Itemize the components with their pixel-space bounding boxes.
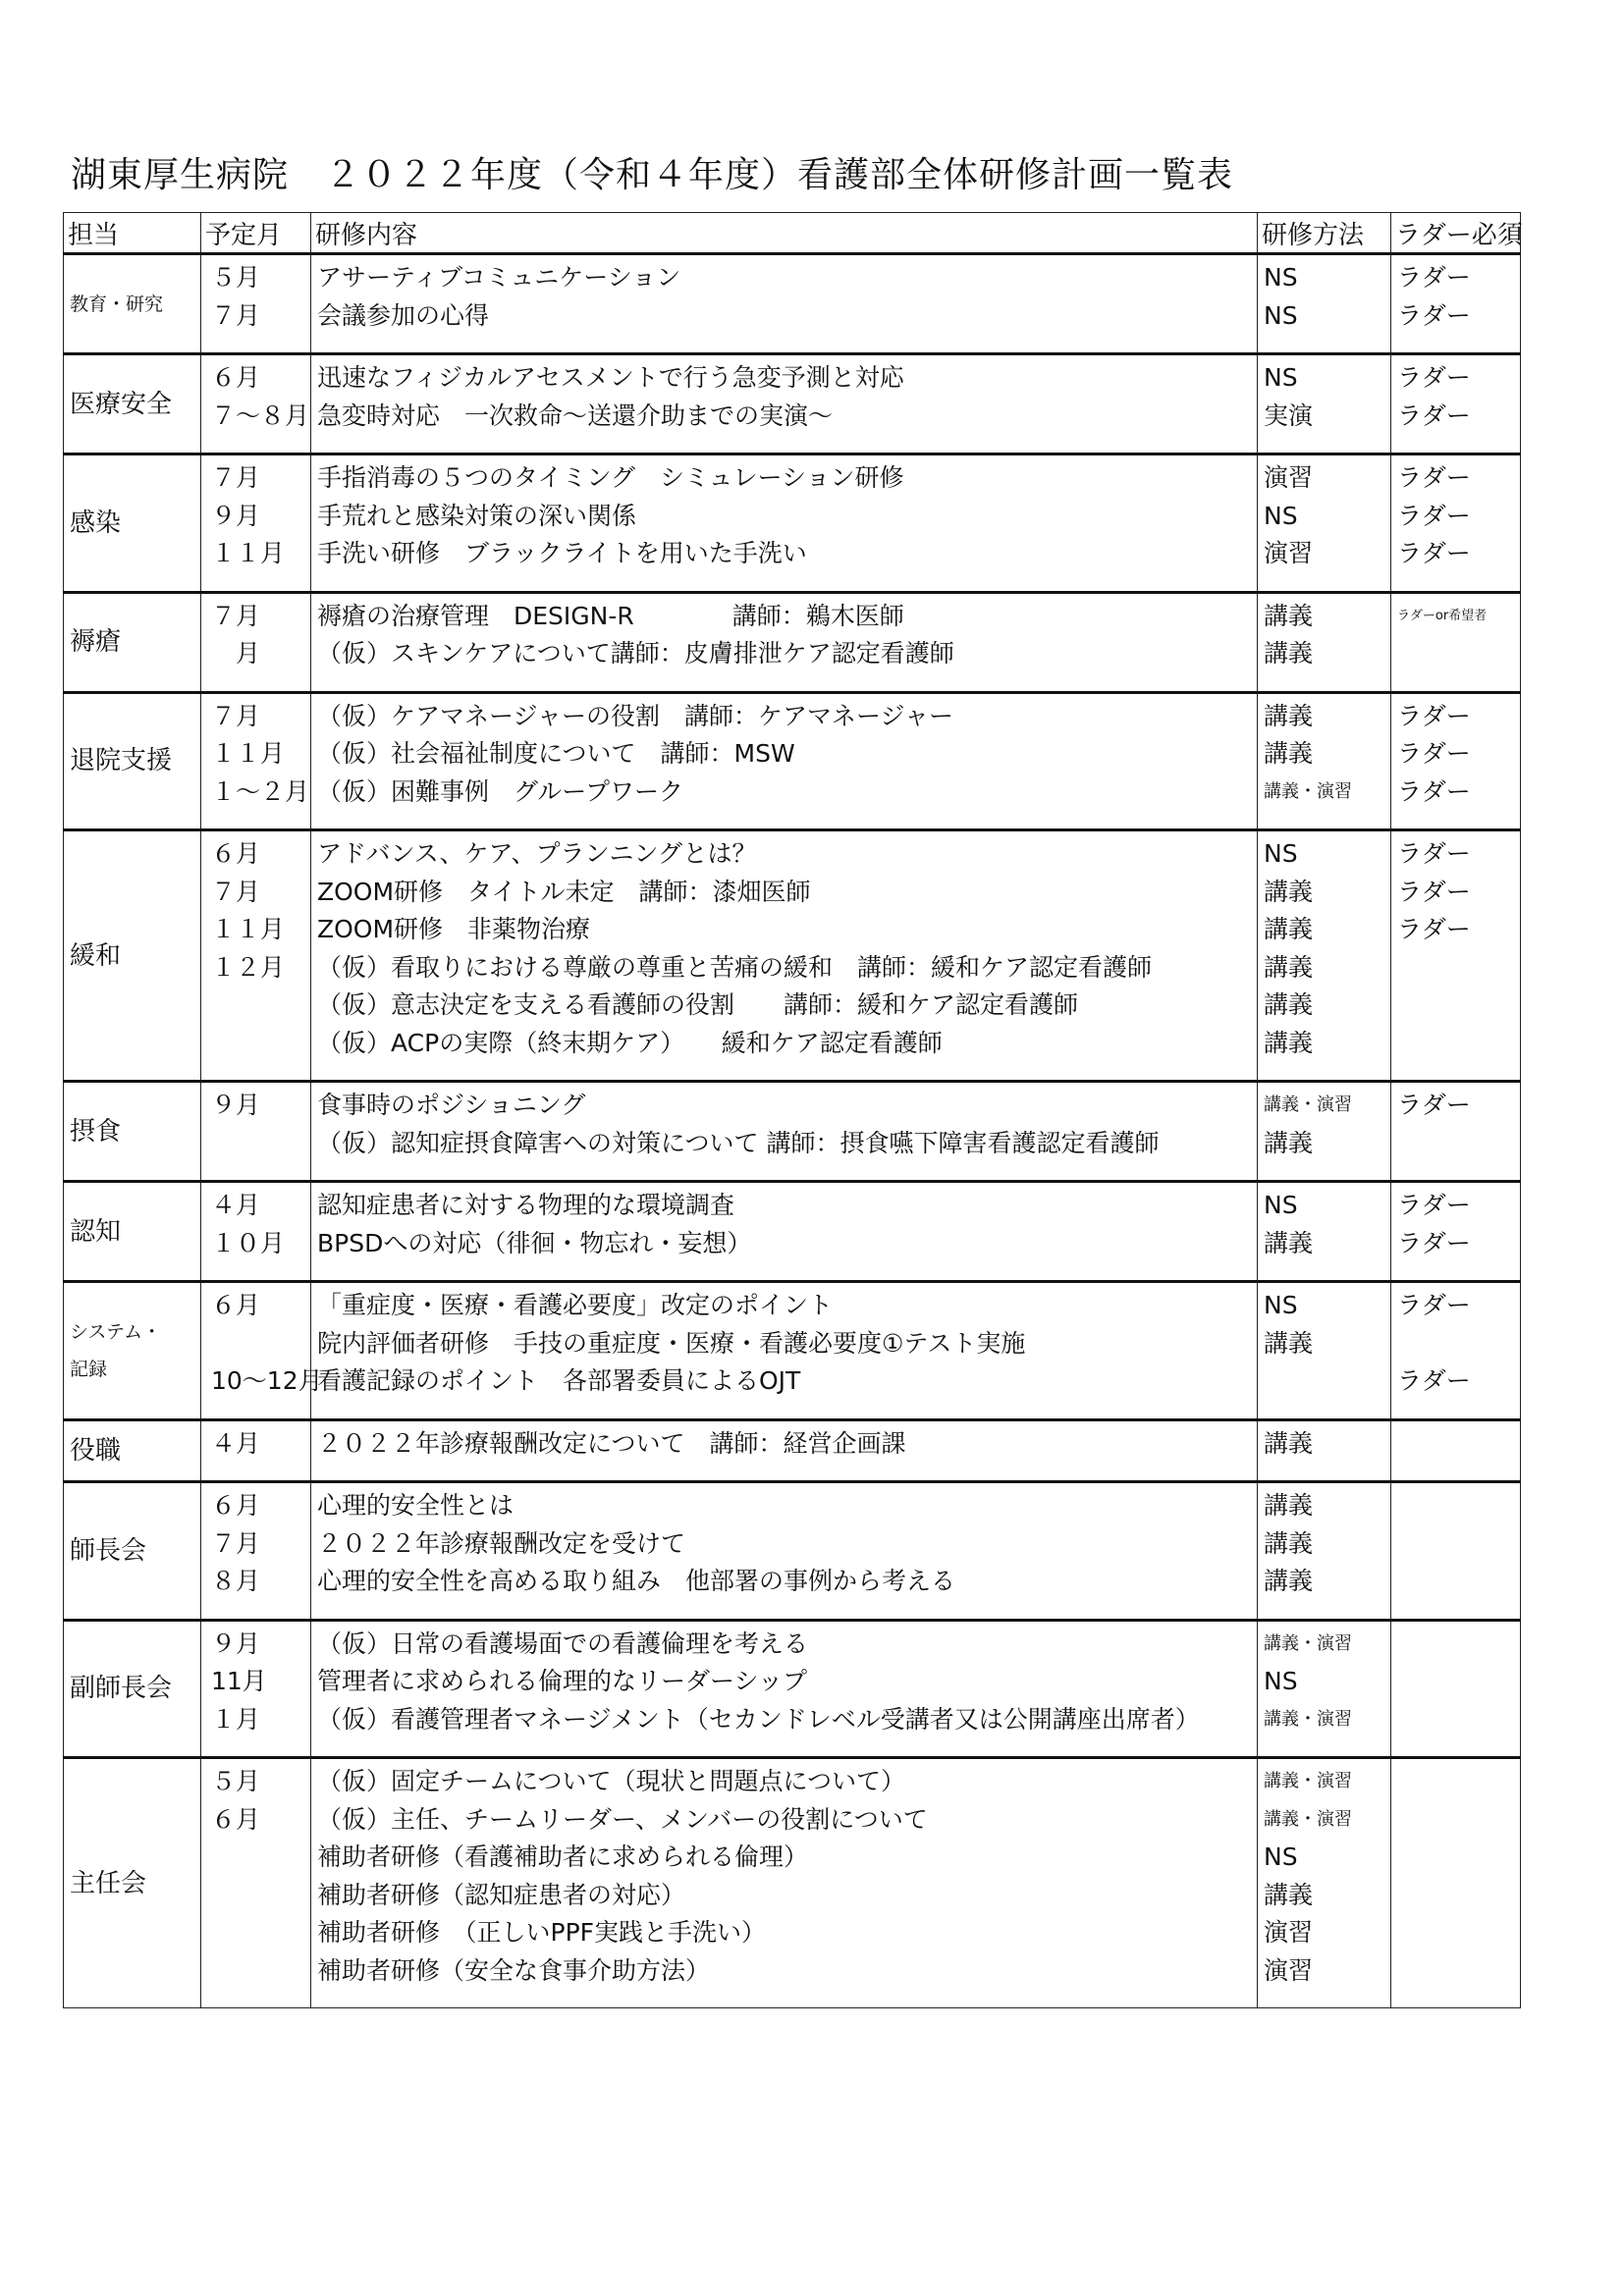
cell-content: [311, 830, 1258, 1082]
month-line: ６月: [211, 1291, 261, 1319]
content-line: （仮）主任、チームリーダー、メンバーの役割について: [317, 1804, 928, 1834]
month-line: ７月: [211, 601, 261, 630]
content-line: 褥瘡の治療管理 DESIGN-R 講師：鵜木医師: [317, 601, 904, 630]
table-row: [64, 1419, 1521, 1482]
content-line: 認知症患者に対する物理的な環境調査: [317, 1191, 735, 1219]
method-line: NS: [1264, 1291, 1298, 1319]
month-line: ７～８月: [211, 400, 310, 430]
header-row: [64, 213, 1521, 254]
ladder-line: [1391, 1763, 1520, 1801]
table-row: [64, 1182, 1521, 1282]
content-line: （仮）困難事例 グループワーク: [317, 776, 684, 806]
month-line: [201, 1914, 310, 1952]
cell-tanto: [64, 692, 201, 830]
cell-tanto: [64, 830, 201, 1082]
ladder-line: ラダー: [1397, 1291, 1471, 1319]
method-line: 講義: [1264, 639, 1314, 667]
method-line: 講義: [1264, 1228, 1314, 1257]
ladder-line: [1391, 1425, 1520, 1464]
method-line: 講義: [1264, 1328, 1314, 1358]
cell-ladder: [1391, 1620, 1521, 1758]
tanto-label: 緩和: [70, 940, 122, 971]
cell-ladder: [1391, 1282, 1521, 1420]
content-line: 手指消毒の５つのタイミング シミュレーション研修: [317, 463, 904, 492]
content-line: アサーティブコミュニケーション: [317, 263, 681, 292]
cell-month: [201, 354, 311, 454]
cell-month: [201, 830, 311, 1082]
tanto-label: 教育・研究: [70, 293, 164, 315]
month-line: ４月: [211, 1428, 261, 1458]
cell-ladder: [1391, 454, 1521, 593]
content-line: （仮）固定チームについて（現状と問題点について）: [317, 1767, 906, 1795]
content-line: 補助者研修 （正しいPPF実践と手洗い）: [317, 1918, 767, 1947]
method-line: 講義: [1264, 990, 1314, 1019]
cell-content: [311, 354, 1258, 454]
cell-tanto: [64, 454, 201, 593]
cell-ladder: [1391, 1182, 1521, 1282]
content-line: （仮）ケアマネージャーの役割 講師：ケアマネージャー: [317, 701, 954, 730]
cell-method: [1258, 354, 1391, 454]
method-line: 演習: [1264, 463, 1314, 492]
month-line: [201, 1952, 310, 1991]
month-line: [201, 1125, 310, 1163]
ladder-line: ラダー: [1397, 1091, 1471, 1119]
method-line: 講義・演習: [1264, 1808, 1352, 1830]
month-line: ７月: [211, 1528, 261, 1558]
month-line: １０月: [211, 1228, 286, 1257]
month-line: 月: [211, 639, 261, 667]
method-line: 講義: [1264, 1491, 1314, 1520]
cell-tanto: [64, 354, 201, 454]
tanto-label: 退院支援: [70, 746, 173, 776]
cell-ladder: [1391, 1082, 1521, 1182]
cell-month: [201, 1419, 311, 1482]
ladder-line: [1391, 1025, 1520, 1063]
cell-tanto: [64, 1620, 201, 1758]
cell-month: [201, 1282, 323, 1420]
method-line: 講義: [1264, 877, 1314, 906]
method-line: [1258, 1362, 1390, 1401]
header-ladder: ラダー必須: [1391, 213, 1521, 254]
cell-content: [311, 454, 1258, 593]
cell-tanto: [64, 1082, 201, 1182]
tanto-label: 褥瘡: [70, 627, 122, 657]
content-line: BPSDへの対応（徘徊・物忘れ・妄想）: [317, 1228, 752, 1257]
method-line: 講義: [1264, 739, 1314, 768]
month-line: ７月: [211, 463, 261, 492]
method-line: 講義・演習: [1264, 780, 1352, 802]
cell-month: [201, 1758, 311, 2008]
ladder-line: [1391, 1487, 1520, 1525]
content-line: 心理的安全性を高める取り組み 他部署の事例から考える: [317, 1567, 956, 1595]
month-line: 11月: [211, 1667, 267, 1695]
table-row: [64, 692, 1521, 830]
cell-month: [201, 454, 311, 593]
ladder-line: ラダー: [1397, 739, 1471, 768]
content-line: （仮）スキンケアについて講師：皮膚排泄ケア認定看護師: [317, 639, 954, 667]
month-line: １２月: [211, 952, 286, 982]
tanto-label: 主任会: [70, 1868, 147, 1898]
tanto-label: 摂食: [70, 1116, 122, 1147]
method-line: NS: [1264, 300, 1298, 330]
ladder-line: ラダー: [1397, 1366, 1471, 1395]
method-line: 講義: [1264, 1128, 1314, 1157]
method-line: 講義: [1264, 1428, 1314, 1458]
content-line: （仮）日常の看護場面での看護倫理を考える: [317, 1629, 809, 1658]
cell-tanto: [64, 1482, 201, 1621]
ladder-line: ラダー: [1397, 400, 1471, 430]
header-month: 予定月: [201, 213, 311, 254]
month-line: ７月: [211, 877, 261, 906]
content-line: ２０２２年診療報酬改定を受けて: [317, 1528, 686, 1558]
cell-month: [201, 692, 311, 830]
ladder-line: [1391, 1125, 1520, 1163]
method-line: 講義・演習: [1264, 1632, 1352, 1654]
content-line: 急変時対応 一次救命～送還介助までの実演～: [317, 400, 834, 430]
month-line: ８月: [211, 1567, 261, 1595]
content-line: 手荒れと感染対策の深い関係: [317, 501, 637, 530]
cell-ladder: [1391, 1758, 1521, 2008]
method-line: NS: [1264, 1667, 1298, 1695]
cell-month: [201, 1182, 311, 1282]
cell-method: [1258, 830, 1391, 1082]
tanto-label: システム・: [70, 1320, 162, 1343]
month-line: ９月: [211, 501, 261, 530]
ladder-line: ラダー: [1397, 1191, 1471, 1219]
content-line: （仮）認知症摂食障害への対策について 講師：摂食嚥下障害看護認定看護師: [317, 1128, 1160, 1157]
cell-content: [311, 592, 1258, 692]
content-line: 迅速なフィジカルアセスメントで行う急変予測と対応: [317, 363, 904, 392]
tanto-label: 医療安全: [70, 389, 173, 419]
month-line: １１月: [211, 915, 286, 943]
ladder-line: ラダー: [1397, 300, 1471, 330]
cell-method: [1258, 1282, 1391, 1420]
cell-method: [1258, 1182, 1391, 1282]
month-line: [201, 1025, 310, 1063]
content-line: （仮）意志決定を支える看護師の役割 講師：緩和ケア認定看護師: [317, 990, 1079, 1019]
cell-ladder: [1391, 354, 1521, 454]
ladder-line: [1391, 635, 1520, 673]
content-line: 「重症度・医療・看護必要度」改定のポイント: [317, 1291, 834, 1319]
cell-method: [1258, 1620, 1391, 1758]
ladder-line: [1391, 949, 1520, 988]
cell-month: [201, 1482, 311, 1621]
table-row: [64, 592, 1521, 692]
cell-content: [311, 1282, 1258, 1420]
cell-tanto: [64, 1758, 201, 2008]
training-plan-table: [63, 212, 1521, 2008]
method-line: 演習: [1264, 1918, 1314, 1947]
method-line: 講義: [1264, 952, 1314, 982]
cell-method: [1258, 1758, 1391, 2008]
table-body: [64, 254, 1521, 2008]
cell-content: [311, 1182, 1258, 1282]
cell-content: [311, 1482, 1258, 1621]
cell-ladder: [1391, 830, 1521, 1082]
cell-content: [311, 254, 1258, 354]
cell-tanto: [64, 1282, 201, 1420]
content-line: 看護記録のポイント 各部署委員によるOJT: [317, 1366, 801, 1395]
ladder-line: ラダー: [1397, 1228, 1471, 1257]
ladder-line: [1391, 1839, 1520, 1877]
ladder-line: [1391, 1563, 1520, 1601]
cell-method: [1258, 1082, 1391, 1182]
method-line: NS: [1264, 263, 1298, 292]
ladder-line: [1391, 987, 1520, 1025]
ladder-line: ラダー: [1397, 263, 1471, 292]
cell-tanto: [64, 1182, 201, 1282]
content-line: （仮）ACPの実際（終末期ケア） 緩和ケア認定看護師: [317, 1028, 943, 1057]
month-line: [201, 987, 310, 1025]
content-line: 補助者研修（看護補助者に求められる倫理）: [317, 1842, 809, 1871]
header-method: 研修方法: [1258, 213, 1391, 254]
ladder-line: ラダー: [1397, 915, 1471, 943]
content-line: ZOOM研修 タイトル未定 講師：漆畑医師: [317, 877, 811, 906]
cell-method: [1258, 454, 1391, 593]
table-row: [64, 1620, 1521, 1758]
table-row: [64, 454, 1521, 593]
cell-tanto: [64, 592, 201, 692]
table-row: [64, 1482, 1521, 1621]
cell-method: [1258, 1419, 1391, 1482]
month-line: ６月: [211, 839, 261, 868]
method-line: NS: [1264, 501, 1298, 530]
content-line: 院内評価者研修 手技の重症度・医療・看護必要度①テスト実施: [317, 1328, 1026, 1358]
table-row: [64, 1282, 1521, 1420]
ladder-line: [1391, 1877, 1520, 1915]
month-line: ７月: [211, 300, 261, 330]
cell-tanto: [64, 1419, 201, 1482]
content-line: （仮）看取りにおける尊厳の尊重と苦痛の緩和 講師：緩和ケア認定看護師: [317, 952, 1153, 982]
ladder-line: ラダーor希望者: [1397, 608, 1488, 623]
cell-content: [311, 1758, 1258, 2008]
cell-method: [1258, 692, 1391, 830]
cell-method: [1258, 592, 1391, 692]
cell-method: [1258, 1482, 1391, 1621]
month-line: １１月: [211, 539, 286, 567]
table-row: [64, 254, 1521, 354]
content-line: 食事時のポジショニング: [317, 1091, 586, 1119]
method-line: 講義: [1264, 1567, 1314, 1595]
ladder-line: ラダー: [1397, 839, 1471, 868]
ladder-line: [1391, 1325, 1520, 1363]
method-line: 講義: [1264, 1528, 1314, 1558]
table-row: [64, 1082, 1521, 1182]
content-line: 心理的安全性とは: [317, 1491, 514, 1520]
ladder-line: ラダー: [1397, 463, 1471, 492]
method-line: 講義: [1264, 601, 1314, 630]
content-line: ZOOM研修 非薬物治療: [317, 915, 591, 943]
table-row: [64, 1758, 1521, 2008]
page-title: 湖東厚生病院 ２０２２年度（令和４年度）看護部全体研修計画一覧表: [71, 155, 1234, 195]
tanto-label: 師長会: [70, 1535, 147, 1566]
tanto-label: 役職: [70, 1435, 122, 1466]
month-line: ９月: [211, 1091, 261, 1119]
month-line: [201, 1877, 310, 1915]
content-line: 補助者研修（認知症患者の対応）: [317, 1880, 686, 1909]
table-row: [64, 354, 1521, 454]
month-line: ６月: [211, 1804, 261, 1834]
method-line: 講義: [1264, 915, 1314, 943]
month-line: １月: [211, 1704, 261, 1734]
method-line: 講義・演習: [1264, 1708, 1352, 1730]
method-line: 講義: [1264, 1028, 1314, 1057]
cell-content: [311, 1620, 1258, 1758]
content-line: 会議参加の心得: [317, 300, 490, 330]
tanto-label: 認知: [70, 1216, 122, 1247]
month-line: ７月: [211, 701, 261, 730]
month-line: 10～12月: [211, 1366, 323, 1395]
ladder-line: [1391, 1914, 1520, 1952]
cell-method: [1258, 254, 1391, 354]
month-line: [201, 1325, 310, 1363]
month-line: １１月: [211, 739, 286, 768]
ladder-line: ラダー: [1397, 501, 1471, 530]
ladder-line: ラダー: [1397, 877, 1471, 906]
cell-content: [311, 692, 1258, 830]
ladder-line: ラダー: [1397, 539, 1471, 567]
month-line: １～２月: [211, 776, 310, 806]
month-line: ５月: [211, 1767, 261, 1795]
method-line: 講義: [1264, 701, 1314, 730]
method-line: 演習: [1264, 539, 1314, 567]
ladder-line: [1391, 1626, 1520, 1664]
header-tanto: 担当: [64, 213, 201, 254]
method-line: 講義: [1264, 1880, 1314, 1909]
method-line: NS: [1264, 1191, 1298, 1219]
cell-ladder: [1391, 692, 1521, 830]
month-line: ９月: [211, 1629, 261, 1658]
ladder-line: ラダー: [1397, 701, 1471, 730]
ladder-line: [1391, 1952, 1520, 1991]
method-line: 実演: [1264, 400, 1314, 430]
content-line: （仮）社会福祉制度について 講師：MSW: [317, 739, 795, 768]
method-line: NS: [1264, 363, 1298, 392]
cell-ladder: [1391, 1419, 1521, 1482]
content-line: ２０２２年診療報酬改定について 講師：経営企画課: [317, 1428, 906, 1458]
table-row: [64, 830, 1521, 1082]
content-line: アドバンス、ケア、プランニングとは？: [317, 839, 757, 868]
ladder-line: [1391, 1801, 1520, 1840]
tanto-label: 感染: [70, 507, 122, 538]
month-line: ６月: [211, 1491, 261, 1520]
cell-month: [201, 1620, 311, 1758]
method-line: NS: [1264, 839, 1298, 868]
tanto-label: 副師長会: [70, 1674, 173, 1704]
cell-content: [311, 1419, 1258, 1482]
ladder-line: [1391, 1525, 1520, 1564]
month-line: [201, 1839, 310, 1877]
content-line: 手洗い研修 ブラックライトを用いた手洗い: [317, 539, 807, 567]
month-line: ５月: [211, 263, 261, 292]
method-line: 講義・演習: [1264, 1095, 1352, 1115]
cell-content: [311, 1082, 1258, 1182]
tanto-label-line2: 記録: [70, 1358, 108, 1380]
cell-ladder: [1391, 254, 1521, 354]
method-line: NS: [1264, 1842, 1298, 1871]
month-line: ６月: [211, 363, 261, 392]
cell-month: [201, 592, 311, 692]
cell-ladder: [1391, 1482, 1521, 1621]
cell-month: [201, 1082, 311, 1182]
month-line: ４月: [211, 1191, 261, 1219]
cell-tanto: [64, 254, 201, 354]
ladder-line: [1391, 1663, 1520, 1701]
cell-month: [201, 254, 311, 354]
ladder-line: [1391, 1701, 1520, 1739]
ladder-line: ラダー: [1397, 363, 1471, 392]
method-line: 演習: [1264, 1955, 1314, 1985]
content-line: （仮）看護管理者マネージメント（セカンドレベル受講者又は公開講座出席者）: [317, 1704, 1200, 1734]
method-line: 講義・演習: [1264, 1771, 1352, 1791]
cell-ladder: [1391, 592, 1521, 692]
header-content: 研修内容: [311, 213, 1258, 254]
ladder-line: ラダー: [1397, 776, 1471, 806]
content-line: 管理者に求められる倫理的なリーダーシップ: [317, 1667, 808, 1695]
content-line: 補助者研修（安全な食事介助方法）: [317, 1955, 711, 1985]
